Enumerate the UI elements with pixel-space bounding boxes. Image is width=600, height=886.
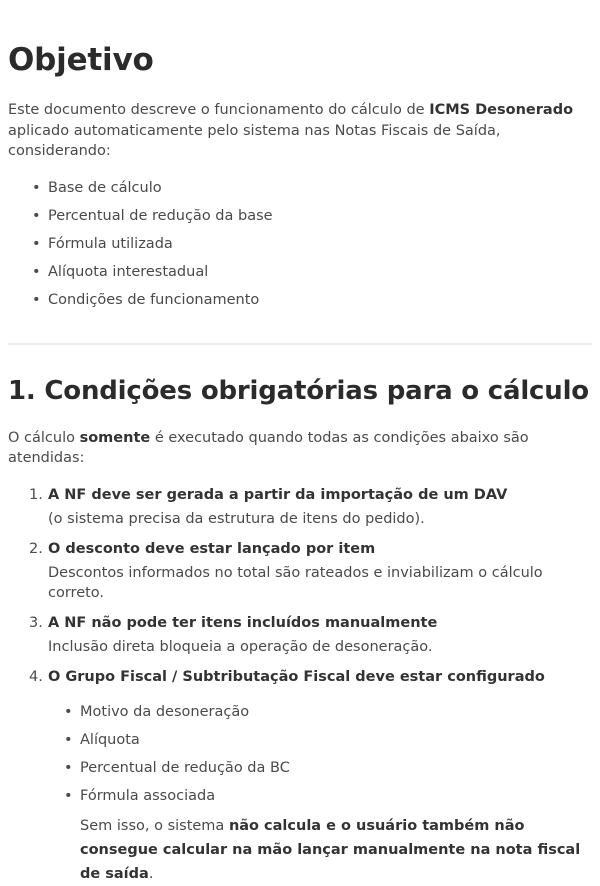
section-intro-paragraph: [8, 428, 592, 469]
topics-list: [8, 178, 592, 310]
closing-note: [80, 814, 592, 886]
section-intro-bold: somente: [79, 429, 151, 446]
page-title: Objetivo: [8, 42, 154, 78]
topic-label: Percentual de redução da base: [48, 207, 273, 224]
list-item: [8, 262, 592, 282]
topic-label: Base de cálculo: [48, 179, 162, 196]
list-item: [8, 206, 592, 226]
list-item: [48, 702, 592, 722]
condition-detail: Descontos informados no total são rateados e inviabilizam o cálculo correto.: [48, 564, 543, 601]
section-heading: 1. Condições obrigatórias para o cálculo: [8, 375, 589, 406]
list-item: [8, 485, 592, 529]
intro-text-before: Este documento descreve o funcionamento do cálculo de: [8, 102, 430, 119]
intro-paragraph: [8, 100, 592, 162]
topic-label: Alíquota interestadual: [48, 263, 209, 280]
condition-title: A NF deve ser gerada a partir da importação de um DAV: [48, 486, 508, 503]
list-item: [8, 234, 592, 254]
condition-title: O desconto deve estar lançado por item: [48, 540, 376, 557]
section-divider: [8, 343, 592, 345]
list-item: [8, 667, 592, 886]
topic-label: Fórmula utilizada: [48, 235, 173, 252]
list-item: [8, 290, 592, 310]
closing-note-bold: não calcula e o usuário também não consegue calcular na mão lançar manualmente na nota fiscal de saída: [80, 817, 581, 882]
requirement-label: Alíquota: [80, 731, 140, 748]
list-item: [8, 539, 592, 603]
list-item: [48, 786, 592, 806]
requirement-label: Fórmula associada: [80, 787, 216, 804]
closing-note-before: Sem isso, o sistema: [80, 817, 229, 834]
condition-title: O Grupo Fiscal / Subtributação Fiscal deve estar configurado: [48, 668, 545, 685]
fiscal-group-requirements-list: [48, 702, 592, 806]
condition-title: A NF não pode ter itens incluídos manualmente: [48, 614, 438, 631]
list-item: [8, 178, 592, 198]
intro-text-after: aplicado automaticamente pelo sistema nas Notas Fiscais de Saída, considerando:: [8, 122, 501, 160]
conditions-list: [8, 485, 592, 886]
topic-label: Condições de funcionamento: [48, 291, 260, 308]
list-item: [8, 613, 592, 657]
condition-detail: Inclusão direta bloqueia a operação de desoneração.: [48, 638, 433, 655]
intro-bold-term: ICMS Desonerado: [429, 102, 574, 119]
closing-note-after: .: [148, 865, 154, 882]
requirement-label: Percentual de redução da BC: [80, 759, 290, 776]
list-item: [48, 758, 592, 778]
condition-detail: (o sistema precisa da estrutura de itens do pedido).: [48, 510, 425, 527]
section-intro-after: é executado quando todas as condições abaixo são atendidas:: [8, 429, 529, 467]
list-item: [48, 730, 592, 750]
requirement-label: Motivo da desoneração: [80, 703, 250, 720]
document-page: [0, 42, 600, 886]
section-intro-before: O cálculo: [8, 429, 80, 446]
